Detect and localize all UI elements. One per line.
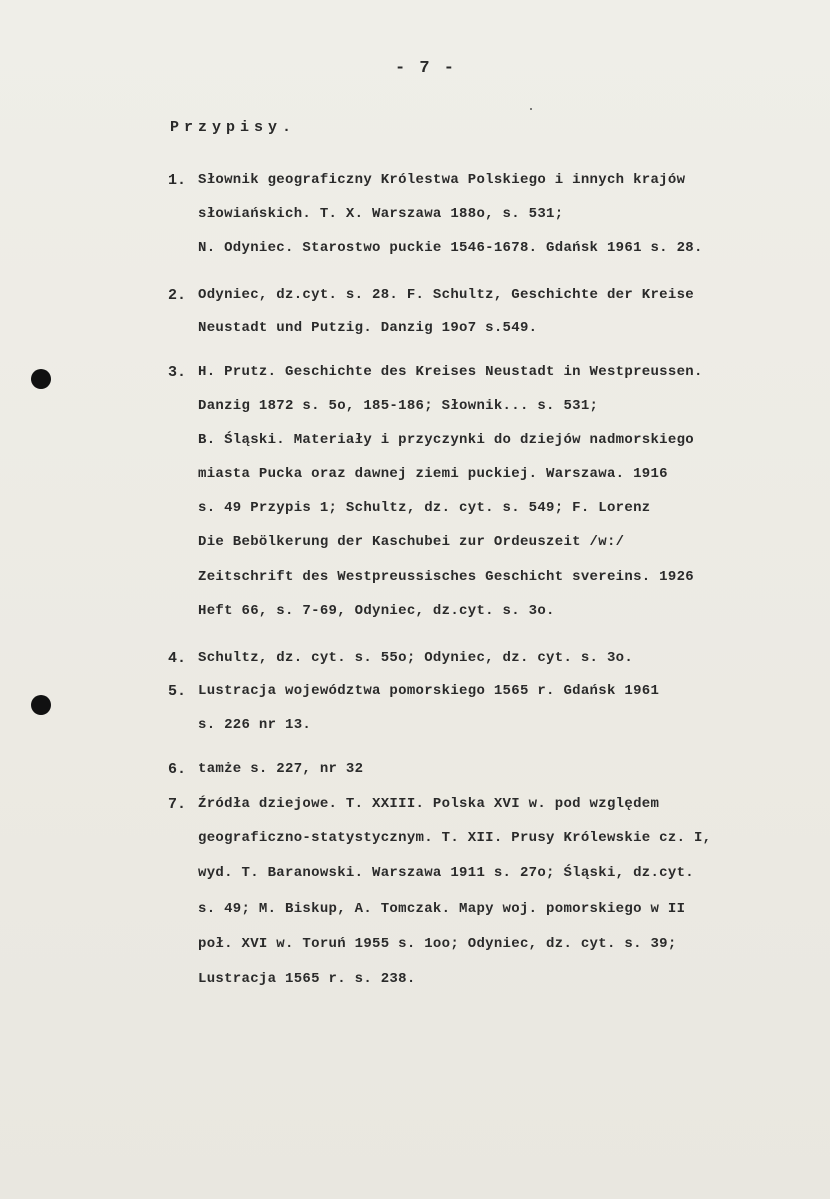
footnote-line: geograficzno-statystycznym. T. XII. Prusy Królewskie cz. I, [198, 830, 712, 846]
footnote-line: tamże s. 227, nr 32 [198, 761, 364, 777]
punch-hole [31, 369, 51, 389]
footnote-number: 3. [168, 364, 187, 381]
footnote-line: Lustracja województwa pomorskiego 1565 r. Gdańsk 1961 [198, 683, 660, 699]
footnotes-heading: Przypisy. [170, 119, 297, 136]
footnote-line: Heft 66, s. 7-69, Odyniec, dz.cyt. s. 3o. [198, 603, 555, 619]
footnote-line: Die Bebölkerung der Kaschubei zur Ordeuszeit /w:/ [198, 534, 625, 550]
footnote-line: Słownik geograficzny Królestwa Polskiego i innych krajów [198, 172, 686, 188]
footnote-number: 7. [168, 796, 187, 813]
footnote-number: 2. [168, 287, 187, 304]
footnote-line: s. 49 Przypis 1; Schultz, dz. cyt. s. 549; F. Lorenz [198, 500, 651, 516]
footnote-line: Neustadt und Putzig. Danzig 19o7 s.549. [198, 320, 538, 336]
footnote-number: 5. [168, 683, 187, 700]
footnote-line: Lustracja 1565 r. s. 238. [198, 971, 416, 987]
footnote-line: słowiańskich. T. X. Warszawa 188o, s. 531; [198, 206, 564, 222]
footnote-line: Zeitschrift des Westpreussisches Geschicht svereins. 1926 [198, 569, 694, 585]
footnote-line: miasta Pucka oraz dawnej ziemi puckiej. Warszawa. 1916 [198, 466, 668, 482]
footnote-line: Odyniec, dz.cyt. s. 28. F. Schultz, Geschichte der Kreise [198, 287, 694, 303]
footnote-number: 4. [168, 650, 187, 667]
footnote-line: wyd. T. Baranowski. Warszawa 1911 s. 27o; Śląski, dz.cyt. [198, 865, 694, 881]
paper-speck [530, 108, 532, 110]
footnote-number: 6. [168, 761, 187, 778]
footnote-line: N. Odyniec. Starostwo puckie 1546-1678. Gdańsk 1961 s. 28. [198, 240, 703, 256]
footnote-line: s. 226 nr 13. [198, 717, 312, 733]
punch-hole [31, 695, 51, 715]
footnote-number: 1. [168, 172, 187, 189]
page-number: - 7 - [395, 59, 457, 78]
footnote-line: s. 49; M. Biskup, A. Tomczak. Mapy woj. pomorskiego w II [198, 901, 686, 917]
footnote-line: Danzig 1872 s. 5o, 185-186; Słownik... s. 531; [198, 398, 599, 414]
footnote-line: Schultz, dz. cyt. s. 55o; Odyniec, dz. cyt. s. 3o. [198, 650, 634, 666]
footnote-line: H. Prutz. Geschichte des Kreises Neustadt in Westpreussen. [198, 364, 703, 380]
footnote-line: poł. XVI w. Toruń 1955 s. 1oo; Odyniec, dz. cyt. s. 39; [198, 936, 677, 952]
footnote-line: Źródła dziejowe. T. XXIII. Polska XVI w. pod względem [198, 796, 660, 812]
footnote-line: B. Śląski. Materiały i przyczynki do dziejów nadmorskiego [198, 432, 694, 448]
